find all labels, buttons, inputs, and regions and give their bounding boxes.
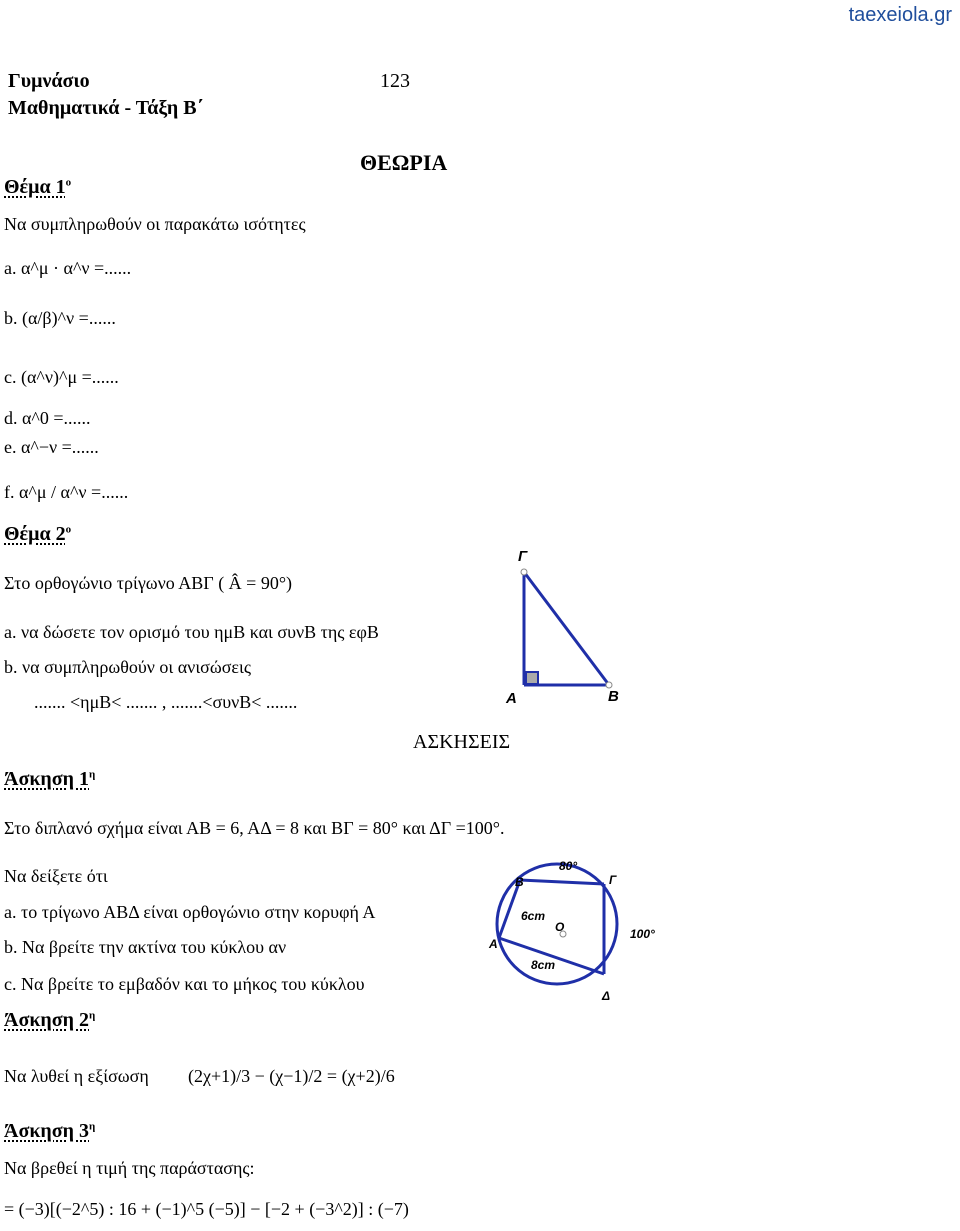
- course-label: Μαθηματικά - Τάξη Β΄: [8, 97, 204, 119]
- ex1-item-b: b. Να βρείτε την ακτίνα του κύκλου αν: [4, 937, 287, 957]
- topic1-item-d: d. α^0 =......: [4, 408, 91, 428]
- ex1-show: Να δείξετε ότι: [4, 866, 108, 886]
- chord-bg: [520, 880, 604, 884]
- ex2-statement: Να λυθεί η εξίσωση: [4, 1066, 149, 1086]
- ex3-title: Άσκηση $3^\eta$: [4, 1120, 96, 1142]
- ex1-item-a: a. το τρίγωνο ΑΒΔ είναι ορθογώνιο στην κορυφή Α: [4, 902, 376, 922]
- label-g: Γ: [609, 873, 617, 887]
- ex2-equation: (2χ+1)/3 − (χ−1)/2 = (χ+2)/6: [188, 1066, 395, 1086]
- vertex-g: [521, 569, 527, 575]
- topic2-title: Θέμα $2^o$: [4, 523, 72, 545]
- label-b: B: [515, 875, 524, 889]
- topic1-item-e: e. α^−ν =......: [4, 437, 99, 457]
- right-angle-mark: [526, 672, 538, 684]
- arc-label-bg: 80°: [559, 859, 578, 873]
- length-ab: 6cm: [521, 909, 546, 923]
- ex3-expression: = (−3)[(−2^5) : 16 + (−1)^5 (−5)] − [−2 + (−3^2)] : (−7): [4, 1199, 409, 1219]
- page-number: 123: [380, 70, 410, 92]
- ex2-title: Άσκηση $2^\eta$: [4, 1009, 96, 1031]
- label-g: Γ: [518, 548, 528, 565]
- topic1-title: Θέμα $1^o$: [4, 176, 72, 198]
- school-label: Γυμνάσιο: [8, 70, 90, 92]
- circle-figure: [485, 855, 675, 1005]
- topic2-inequalities: ....... <ημΒ< ....... , .......<συνΒ< .......: [34, 692, 298, 712]
- topic1-item-a: a. α^μ · α^ν =......: [4, 258, 132, 278]
- ex3-statement: Να βρεθεί η τιμή της παράστασης:: [4, 1158, 255, 1178]
- topic1-item-f: f. α^μ / α^ν =......: [4, 482, 129, 502]
- topic2-item-a: a. να δώσετε τον ορισμό του ημΒ και συνΒ της εφΒ: [4, 622, 379, 642]
- ex1-item-c: c. Να βρείτε το εμβαδόν και το μήκος του κύκλου: [4, 974, 365, 994]
- site-link[interactable]: taexeiola.gr: [848, 4, 952, 26]
- label-b: B: [608, 688, 619, 705]
- label-a: A: [506, 690, 517, 707]
- arc-label-gd: 100°: [630, 927, 655, 941]
- section-theory: ΘΕΩΡΙΑ: [360, 150, 448, 175]
- length-ad: 8cm: [531, 958, 556, 972]
- triangle-side-gb: [524, 572, 609, 685]
- label-d: Δ: [602, 989, 611, 1003]
- ex1-title: Άσκηση $1^\eta$: [4, 768, 96, 790]
- section-exercises: ΑΣΚΗΣΕΙΣ: [413, 731, 511, 753]
- triangle-figure: [490, 545, 630, 710]
- topic1-item-b: b. (α/β)^ν =......: [4, 308, 116, 328]
- ex1-statement: Στο διπλανό σχήμα είναι ΑΒ = 6, ΑΔ = 8 και ΒΓ = 80° και ΔΓ =100°.: [4, 818, 505, 838]
- label-a: A: [489, 937, 498, 951]
- label-o: O: [555, 920, 565, 934]
- topic2-intro: Στο ορθογώνιο τρίγωνο ΑΒΓ ( Â = 90°): [4, 573, 293, 593]
- topic1-intro: Να συμπληρωθούν οι παρακάτω ισότητες: [4, 214, 306, 234]
- topic2-item-b: b. να συμπληρωθούν οι ανισώσεις: [4, 657, 251, 677]
- topic1-item-c: c. (α^ν)^μ =......: [4, 367, 119, 387]
